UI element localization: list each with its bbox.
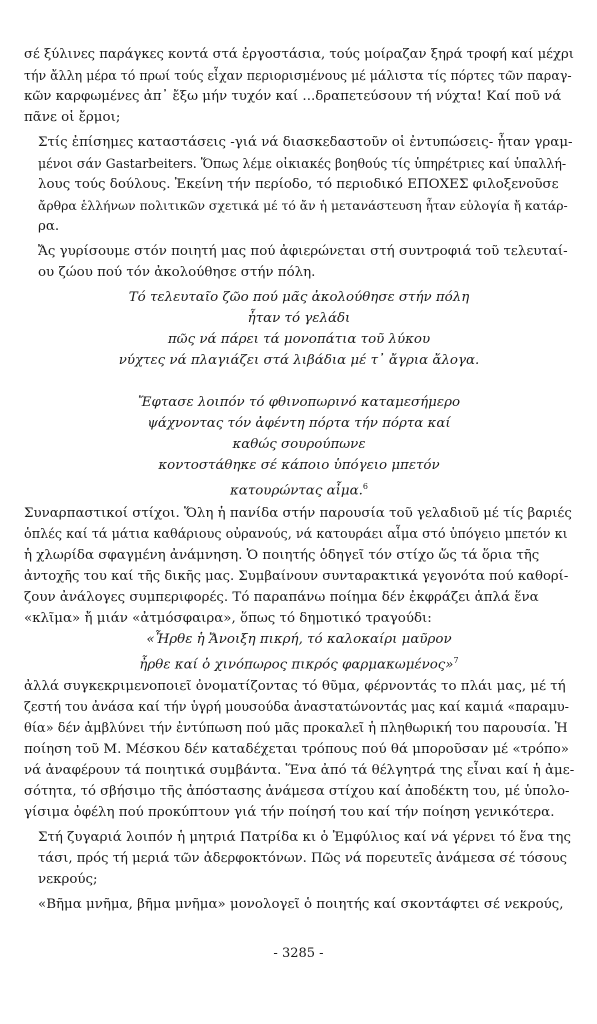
text-line: ὁπλές καί τά μάτια καθάριους οὐρανούς, νά κατουράει αἷμα στό ὑπόγειο μπετόν κι	[24, 527, 568, 543]
quote-line: «Ἦρθε ἡ Ἄνοιξη πικρή, τό καλοκαίρι μαῦρον	[146, 632, 452, 648]
poem-line-with-footnote	[24, 476, 574, 501]
text-line: νεκρούς;	[38, 871, 98, 887]
poem-line: ἦταν τό γελάδι	[247, 311, 351, 326]
poem-stanza-1	[24, 287, 574, 371]
text-line: σέ ξύλινες παράγκες κοντά στά ἐργοστάσια, τούς μοίραζαν ξηρά τροφή καί μέχρι	[24, 47, 574, 62]
poem-line: καθώς σουρούπωνε	[232, 437, 366, 452]
text-line: ἀντοχῆς του καί τῆς δικῆς μας. Συμβαίνουν συνταρακτικά γεγονότα πού καθορί-	[24, 569, 569, 585]
paragraph-5	[24, 676, 574, 823]
quote-line-with-footnote	[24, 650, 574, 675]
text-line: κῶν καρφωμένες ἀπ᾽ ἔξω μήν τυχόν καί ...δραπετεύσουν τή νύχτα! Καί ποῦ νά	[24, 89, 562, 104]
paragraph-1	[24, 44, 574, 128]
paragraph-3	[24, 241, 574, 283]
text-line: γίσιμα ὀφέλη πού προκύπτουν γιά τήν ποίησή του καί τήν ποίηση γενικότερα.	[24, 804, 555, 820]
poem-line: Τό τελευταῖο ζῶο πού μᾶς ἀκολούθησε στήν πόλη	[128, 290, 470, 305]
text-line: ἀλλά συγκεκριμενοποιεῖ ὀνοματίζοντας τό θῦμα, φέρνοντάς το πλάι μας, μέ τή	[24, 678, 566, 694]
text-line: Συναρπαστικοί στίχοι. Ὅλη ἡ πανίδα στήν παρουσία τοῦ γελαδιοῦ μέ τίς βαριές	[24, 506, 572, 522]
text-line: «κλῖμα» ἤ μιάν «ἀτμόσφαιρα», ὅπως τό δημοτικό τραγούδι:	[24, 611, 432, 627]
text-line: ἡ χλωρίδα σφαγμένη ἀνάμνηση. Ὁ ποιητής ὁδηγεῖ τόν στίχο ὥς τά ὅρια τῆς	[24, 548, 540, 564]
poem-line: κοντοστάθηκε σέ κάποιο ὑπόγειο μπετόν	[158, 458, 440, 473]
footnote-marker: 6	[362, 482, 368, 491]
text-line: «Βῆμα μνῆμα, βῆμα μνῆμα» μονολογεῖ ὁ ποιητής καί σκοντάφτει σέ νεκρούς,	[38, 896, 564, 912]
text-line: ποίηση τοῦ Μ. Μέσκου δέν καταδέχεται τρόπους πού θά μποροῦσαν μέ «τρόπο»	[24, 741, 569, 757]
text-line: λους τούς δούλους. Ἐκείνη τήν περίοδο, τό περιοδικό ΕΠΟΧΕΣ φιλοξενοῦσε	[38, 177, 559, 192]
text-line: πᾶνε οἱ ἔρμοι;	[24, 110, 121, 125]
page-body	[24, 44, 574, 919]
paragraph-4	[24, 503, 574, 629]
text-line: ζεστή του ἀνάσα καί τήν ὑγρή μουσούδα ἀναστατώνοντάς μας καί καμιά «παραμυ-	[24, 699, 570, 715]
text-line: τήν ἄλλη μέρα τό πρωί τούς εἶχαν περιορισμένους μέ μάλιστα τίς πόρτες τῶν παραγ-	[24, 68, 572, 83]
text-line: νά ἀναφέρουν τά ποιητικά συμβάντα. Ἕνα ἀπό τά θέλγητρά της εἶναι καί ἡ ἀμε-	[24, 762, 575, 778]
poem-line: Ἔφτασε λοιπόν τό φθινοπωρινό καταμεσήμερο	[137, 395, 461, 410]
stanza-gap	[24, 371, 574, 392]
text-line: ου ζώου πού τόν ἀκολούθησε στήν πόλη.	[38, 265, 316, 280]
poem-line: πῶς νά πάρει τά μονοπάτια τοῦ λύκου	[167, 332, 431, 347]
text-line: θία» δέν ἀμβλύνει τήν ἐντύπωση πού μᾶς προκαλεῖ ἡ πληθωρική του παρουσία. Ἡ	[24, 720, 568, 736]
text-line: Στίς ἐπίσημες καταστάσεις -γιά νά διασκεδαστοῦν οἱ ἐντυπώσεις- ἦταν γραμ-	[38, 135, 573, 150]
footnote-marker: 7	[453, 656, 459, 666]
poem-line: κατουρώντας αἷμα.	[230, 483, 363, 499]
text-line: τάσι, πρός τή μεριά τῶν ἀδερφοκτόνων. Πῶς νά πορευτεῖς ἀνάμεσα σέ τόσους	[38, 850, 567, 866]
text-line: Ἄς γυρίσουμε στόν ποιητή μας πού ἀφιερώνεται στή συντροφιά τοῦ τελευταί-	[38, 244, 568, 259]
poem-line: ψάχνοντας τόν ἀφέντη πόρτα τήν πόρτα καί	[147, 416, 451, 431]
poem-line: νύχτες νά πλαγιάζει στά λιβάδια μέ τ᾽ ἄγρια ἄλογα.	[118, 353, 480, 368]
quote-line: ἦρθε καί ὁ χινόπωρος πικρός φαρμακωμένος»	[139, 657, 454, 673]
page-number: - 3285 -	[273, 946, 324, 961]
text-line: Στή ζυγαριά λοιπόν ἡ μητριά Πατρίδα κι ὁ Ἐμφύλιος καί νά γέρνει τό ἕνα της	[38, 829, 571, 845]
text-line: ζουν ἀνάλογες συμπεριφορές. Τό παραπάνω ποίημα δέν ἐκφράζει ἁπλά ἕνα	[24, 590, 539, 606]
text-line: μένοι σάν Gastarbeiters. Ὅπως λέμε οἰκιακές βοηθούς τίς ὑπηρέτριες καί ὑπαλλή-	[38, 156, 567, 171]
text-line: σότητα, τό σβήσιμο τῆς ἀπόστασης ἀνάμεσα στίχου καί ἀποδέκτη του, μέ ὑπολο-	[24, 783, 570, 799]
paragraph-2	[24, 132, 574, 237]
folk-song-quote	[24, 629, 574, 675]
paragraph-7	[24, 894, 574, 915]
text-line: ρα.	[38, 219, 60, 234]
text-line: ἄρθρα ἑλλήνων πολιτικῶν σχετικά μέ τό ἄν ἡ μετανάστευση ἦταν εὐλογία ἤ κατάρ-	[38, 198, 568, 213]
paragraph-6	[24, 827, 574, 890]
poem-stanza-2	[24, 392, 574, 501]
